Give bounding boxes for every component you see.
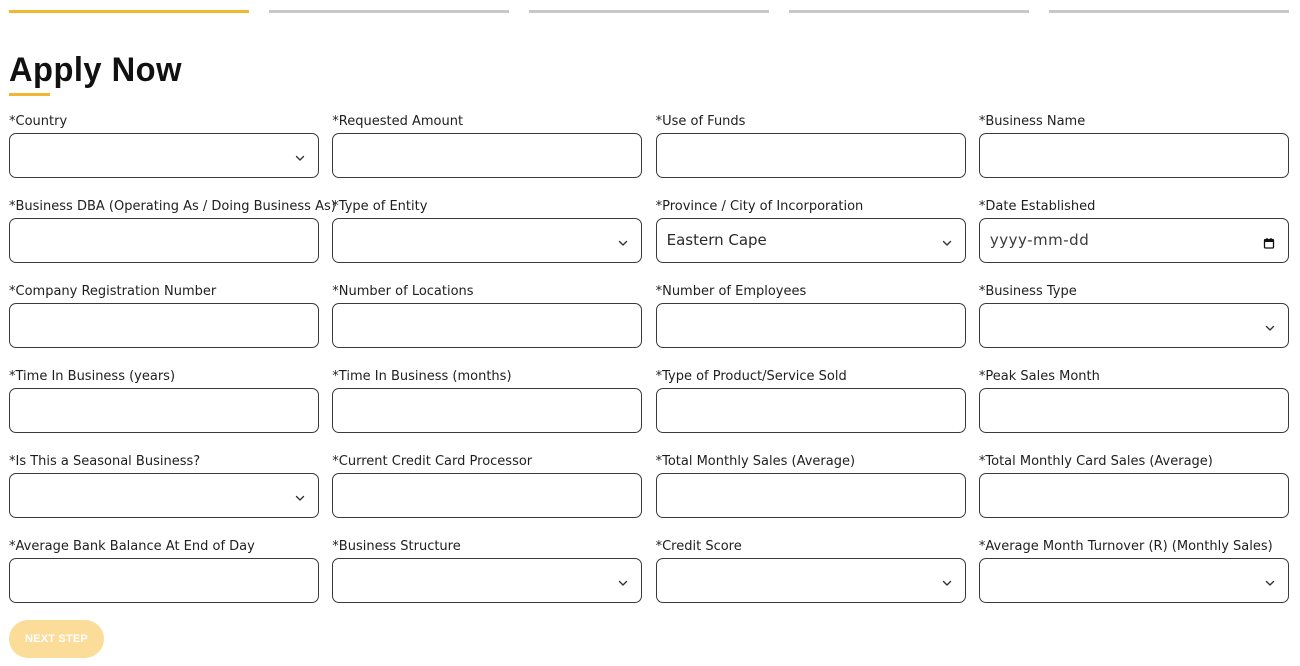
current-credit-card-processor-input[interactable] — [332, 473, 642, 518]
field-label: *Is This a Seasonal Business? — [9, 454, 201, 469]
field-use-of-funds — [656, 113, 966, 179]
field-date-established — [979, 198, 1289, 264]
province-city-of-incorporation-select[interactable] — [656, 218, 966, 263]
business-type-select[interactable] — [979, 303, 1289, 348]
chevron-down-icon — [294, 489, 306, 501]
field-label: *Average Month Turnover (R) (Monthly Sales) — [978, 539, 1273, 554]
field-label: *Type of Entity — [332, 199, 428, 214]
time-in-business-years-input[interactable] — [9, 388, 319, 433]
credit-score-select[interactable] — [656, 558, 966, 603]
total-monthly-sales-average-input[interactable] — [656, 473, 966, 518]
field-label: *Number of Employees — [655, 284, 807, 299]
number-of-locations-input[interactable] — [332, 303, 642, 348]
total-monthly-card-sales-average-input[interactable] — [979, 473, 1289, 518]
field-type-of-entity — [332, 198, 642, 264]
field-label: *Total Monthly Sales (Average) — [655, 454, 856, 469]
field-is-this-a-seasonal-business — [9, 453, 319, 519]
field-total-monthly-card-sales-average — [979, 453, 1289, 519]
business-dba-operating-as-doing-business-as-input[interactable] — [9, 218, 319, 263]
business-structure-select[interactable] — [332, 558, 642, 603]
average-month-turnover-r-monthly-sales-select[interactable] — [979, 558, 1289, 603]
field-label: *Company Registration Number — [9, 284, 217, 299]
field-average-bank-balance-at-end-of-day — [9, 538, 319, 604]
country-select[interactable] — [9, 133, 319, 178]
field-requested-amount — [332, 113, 642, 179]
field-business-name — [979, 113, 1289, 179]
chevron-down-icon — [1264, 319, 1276, 331]
field-label: *Current Credit Card Processor — [332, 454, 533, 469]
field-label: *Business DBA (Operating As / Doing Business As) — [9, 199, 336, 214]
field-number-of-employees — [656, 283, 966, 349]
field-label: *Requested Amount — [332, 114, 464, 129]
field-label: *Average Bank Balance At End of Day — [9, 539, 255, 554]
field-label: *Time In Business (months) — [332, 369, 512, 384]
progress-step-2 — [269, 10, 509, 13]
field-number-of-locations — [332, 283, 642, 349]
field-label: *Time In Business (years) — [9, 369, 176, 384]
field-label: *Number of Locations — [332, 284, 474, 299]
progress-step-5 — [1049, 10, 1289, 13]
type-of-product-service-sold-input[interactable] — [656, 388, 966, 433]
average-bank-balance-at-end-of-day-input[interactable] — [9, 558, 319, 603]
field-label: *Country — [9, 114, 68, 129]
field-label: *Type of Product/Service Sold — [655, 369, 847, 384]
chevron-down-icon — [941, 234, 953, 246]
field-total-monthly-sales-average — [656, 453, 966, 519]
field-label: *Business Structure — [332, 539, 461, 554]
next-step-button[interactable]: NEXT STEP — [9, 620, 104, 658]
company-registration-number-input[interactable] — [9, 303, 319, 348]
chevron-down-icon — [294, 149, 306, 161]
business-name-input[interactable] — [979, 133, 1289, 178]
field-label: *Date Established — [978, 199, 1096, 214]
field-peak-sales-month — [979, 368, 1289, 434]
date-established-date-input[interactable] — [979, 218, 1289, 263]
page-title: Apply Now — [9, 51, 182, 89]
field-company-registration-number — [9, 283, 319, 349]
field-country — [9, 113, 319, 179]
peak-sales-month-input[interactable] — [979, 388, 1289, 433]
title-underline — [9, 93, 50, 96]
chevron-down-icon — [941, 574, 953, 586]
field-label: *Province / City of Incorporation — [655, 199, 864, 214]
field-label: *Peak Sales Month — [978, 369, 1100, 384]
field-credit-score — [656, 538, 966, 604]
application-form — [9, 113, 1289, 604]
field-business-structure — [332, 538, 642, 604]
field-business-dba-operating-as-doing-business-as — [9, 198, 336, 264]
is-this-a-seasonal-business-select[interactable] — [9, 473, 319, 518]
field-label: *Business Name — [978, 114, 1086, 129]
field-average-month-turnover-r-monthly-sales — [979, 538, 1289, 604]
field-current-credit-card-processor — [332, 453, 642, 519]
progress-step-1 — [9, 10, 249, 13]
field-province-city-of-incorporation — [656, 198, 966, 264]
chevron-down-icon — [1264, 574, 1276, 586]
field-value: Eastern Cape — [666, 231, 767, 249]
chevron-down-icon — [617, 574, 629, 586]
progress-step-3 — [529, 10, 769, 13]
date-placeholder: yyyy-mm-dd — [989, 231, 1090, 249]
type-of-entity-select[interactable] — [332, 218, 642, 263]
field-label: *Credit Score — [655, 539, 742, 554]
use-of-funds-input[interactable] — [656, 133, 966, 178]
field-business-type — [979, 283, 1289, 349]
time-in-business-months-input[interactable] — [332, 388, 642, 433]
field-time-in-business-months — [332, 368, 642, 434]
field-time-in-business-years — [9, 368, 319, 434]
calendar-icon[interactable] — [1263, 234, 1275, 246]
field-type-of-product-service-sold — [656, 368, 966, 434]
field-label: *Use of Funds — [655, 114, 746, 129]
field-label: *Business Type — [978, 284, 1077, 299]
progress-step-4 — [789, 10, 1029, 13]
progress-steps — [9, 10, 1289, 13]
field-label: *Total Monthly Card Sales (Average) — [978, 454, 1213, 469]
chevron-down-icon — [617, 234, 629, 246]
number-of-employees-input[interactable] — [656, 303, 966, 348]
requested-amount-input[interactable] — [332, 133, 642, 178]
